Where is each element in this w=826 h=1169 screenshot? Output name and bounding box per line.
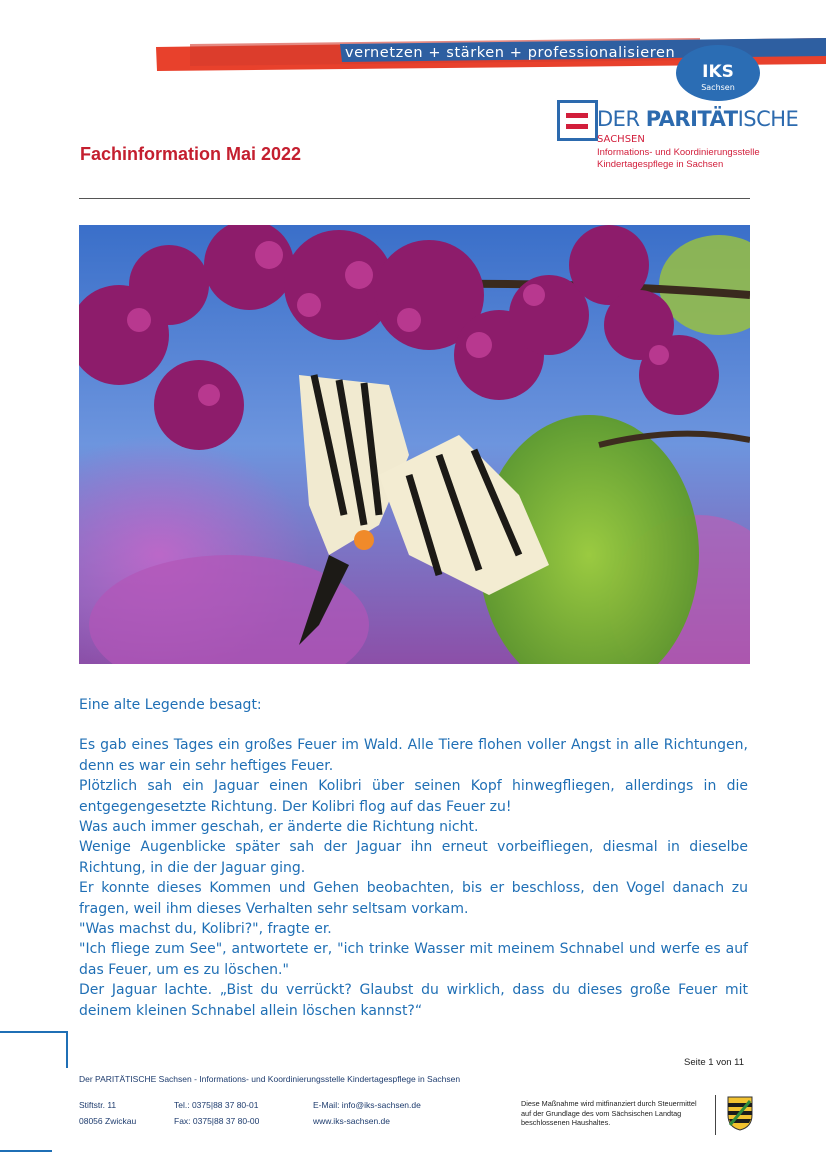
story-paragraph: Was auch immer geschah, er änderte die Richtung nicht.	[79, 819, 479, 836]
footer-corner-horizontal	[0, 1031, 68, 1033]
butterfly-lilac-photo	[79, 225, 750, 664]
saxony-coat-of-arms-icon	[726, 1095, 754, 1131]
story-text	[79, 695, 748, 1021]
page-number: Seite 1 von 11	[684, 1057, 745, 1068]
footer-address: Stiftstr. 11 08056 Zwickau	[79, 1100, 137, 1126]
logo-region: SACHSEN	[597, 134, 645, 145]
funding-divider	[715, 1095, 716, 1135]
footer-organization: Der PARITÄTISCHE Sachsen - Informations- und Koordinierungsstelle Kindertagespflege in Sachsen	[79, 1074, 461, 1084]
logo-stripe-bottom	[566, 124, 588, 129]
story-paragraph: "Ich fliege zum See", antwortete er, "ich trinke Wasser mit meinem Schnabel und werfe es auf das Feuer, um es zu löschen."	[79, 941, 748, 978]
iks-logo-text: IKS	[702, 62, 734, 82]
logo-subtitle: Informations- und Koordinierungsstelle Kindertagespflege in Sachsen	[597, 147, 760, 170]
banner-tagline: vernetzen + stärken + professionalisieren	[345, 45, 676, 61]
funding-notice: Diese Maßnahme wird mitfinanziert durch Steuermittel auf der Grundlage des vom Sächsischen Landtag beschlossenen Haushaltes.	[521, 1099, 697, 1127]
title-divider	[79, 198, 750, 199]
story-paragraph: "Was machst du, Kolibri?", fragte er.	[79, 921, 332, 938]
paritaetische-logo-frame	[557, 100, 598, 141]
story-paragraph: Der Jaguar lachte. „Bist du verrückt? Glaubst du wirklich, dass du dieses große Feuer mit deinem kleinen Schnabel allein löschen kannst?“	[79, 982, 748, 1019]
footer-email[interactable]: E-Mail: info@iks-sachsen.de	[313, 1100, 421, 1110]
document-title: Fachinformation Mai 2022	[80, 144, 302, 164]
story-paragraph: Wenige Augenblicke später sah der Jaguar ihn erneut vorbeifliegen, diesmal in dieselbe Richtung, in die der Jaguar ging.	[79, 839, 748, 876]
iks-logo-subtext: Sachsen	[701, 83, 735, 92]
footer-bottom-line	[0, 1150, 52, 1152]
story-paragraph: Er konnte dieses Kommen und Gehen beobachten, bis er beschloss, den Vogel danach zu fragen, weil ihm dieses Verhalten sehr seltsam vorkam.	[79, 880, 748, 917]
story-paragraph: Es gab eines Tages ein großes Feuer im Wald. Alle Tiere flohen voller Angst in alle Richtungen, denn es war ein sehr heftiges Feuer.	[79, 737, 748, 774]
paritaetische-logo-text: DER PARITÄTISCHE	[597, 107, 799, 131]
logo-stripe-top	[566, 113, 588, 118]
footer-phone: Tel.: 0375|88 37 80-01 Fax: 0375|88 37 80-00	[174, 1100, 260, 1126]
footer-corner-vertical	[66, 1031, 68, 1068]
footer-contact	[313, 1097, 421, 1129]
story-intro: Eine alte Legende besagt:	[79, 697, 262, 713]
story-paragraph: Plötzlich sah ein Jaguar einen Kolibri über seinen Kopf hinwegfliegen, allerdings in die entgegengesetzte Richtung. Der Kolibri flog auf das Feuer zu!	[79, 778, 748, 815]
footer-website[interactable]: www.iks-sachsen.de	[313, 1116, 391, 1126]
